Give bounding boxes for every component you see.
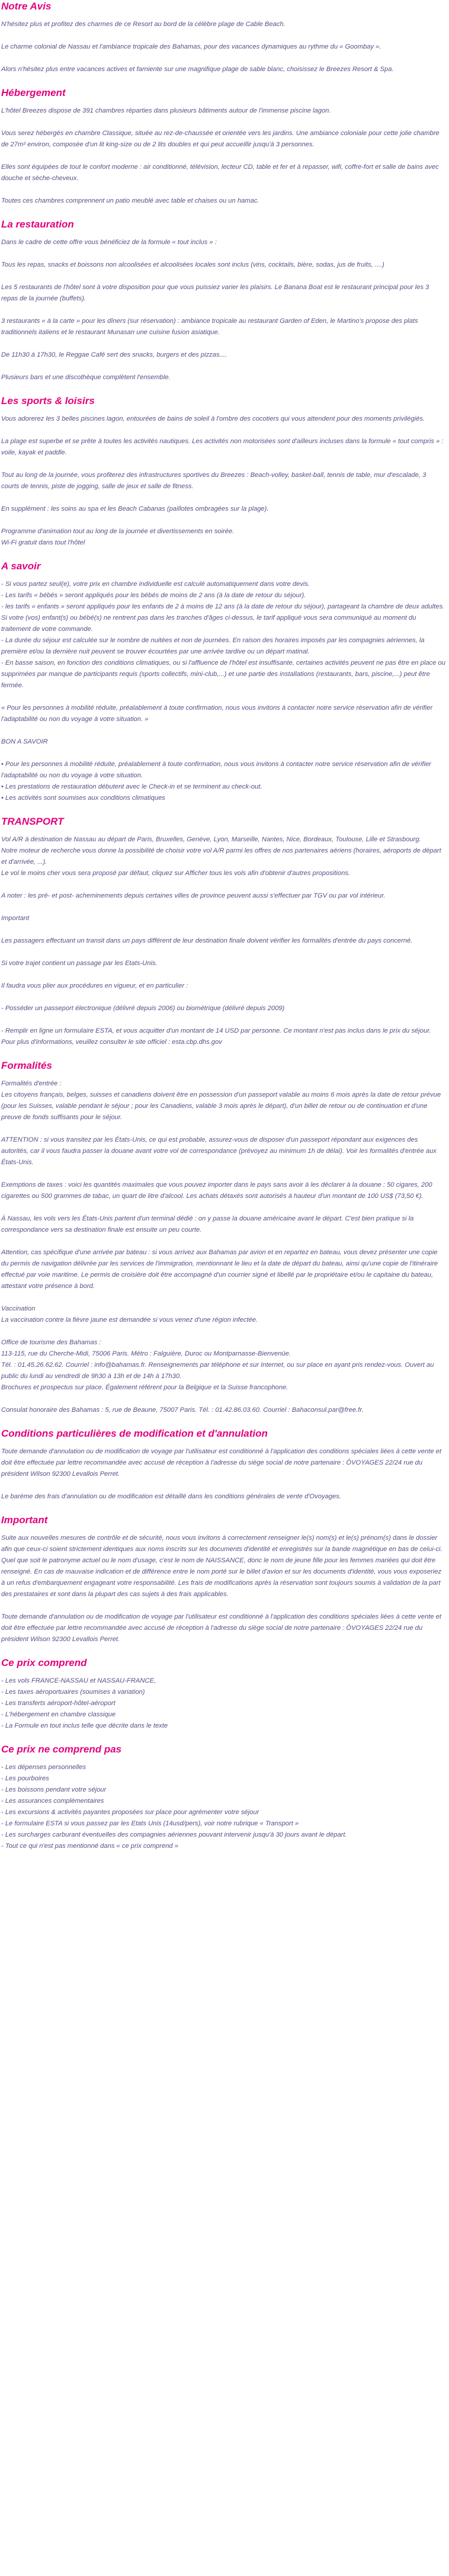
list-item: - Les assurances complémentaires [1, 1798, 104, 1805]
sports-paragraph-4: En supplément : les soins au spa et les Beach Cabanas (paillotes ombragées sur la plage). [1, 505, 269, 512]
list-item: - L'hébergement en chambre classique [1, 1711, 116, 1718]
savoir-notes-list [1, 579, 445, 691]
list-item: - Les vols FRANCE-NASSAU et NASSAU-FRANCE, [1, 1677, 156, 1684]
list-item: - La Formule en tout inclus telle que décrite dans le texte [1, 1722, 168, 1729]
section-restauration [1, 218, 445, 383]
section-title-restauration: La restauration [1, 219, 74, 230]
transport-paragraph-7: - Posséder un passeport électronique (délivré depuis 2006) ou biométrique (délivré depuis 2009) [1, 1005, 285, 1012]
section-title-sports: Les sports & loisirs [1, 395, 95, 406]
formalites-paragraph-8: Consulat honoraire des Bahamas : 5, rue de Beaune, 75007 Paris. Tél. : 01.42.86.03.60. Courriel : Bahaconsul.par@free.fr. [1, 1406, 364, 1414]
list-item: • Les activités sont soumises aux conditions climatiques [1, 794, 165, 802]
formalites-paragraph-3: Exemptions de taxes : voici les quantités maximales que vous pouvez importer dans le pays sans avoir à les déclarer à la douane : 50 cigares, 200 cigarettes ou 500 grammes de tabac, un quart de litre d'alcool. Les achats détaxés sont autorisés à hauteur d'un montant de 100 US$ (73,50 €). [1, 1181, 432, 1200]
avis-paragraph-1: N'hésitez plus et profitez des charmes de ce Resort au bord de la célèbre plage de Cable Beach. [1, 21, 286, 28]
hebergement-paragraph-4: Toutes ces chambres comprennent un patio meublé avec table et chaises ou un hamac. [1, 197, 259, 204]
list-item: - les tarifs « enfants » seront appliqués pour les enfants de 2 à moins de 12 ans (à la date de retour du séjour), partageant la chambre de deux adultes. Si votre (vos) enfant(s) ou bébé(s) ne rentrent pas dans les tranches d'âges ci-dessus, le tarif appliqué vous sera communiqué au moment du traitement de votre commande. [1, 603, 445, 633]
restauration-paragraph-5: De 11h30 à 17h30, le Reggae Café sert des snacks, burgers et des pizzas.... [1, 351, 227, 358]
section-title-prix-comprend: Ce prix comprend [1, 1657, 87, 1668]
conditions-paragraph-1: Toute demande d'annulation ou de modification de voyage par l'utilisateur est conditionné à l'application des conditions spéciales liées à cette vente et doit être effectuée par lettre recommandée avec accusé de réception à l'adresse du siège social de notre partenaire : ÔVOYAGES 22/24 rue du président Wilson 92300 Levallois Perret. [1, 1448, 441, 1478]
list-item: - En basse saison, en fonction des conditions climatiques, ou si l'affluence de l'hôtel est insuffisante, certaines activités peuvent ne pas être en place ou supprimées par manque de participants requis (sports collectifs, mini-club,...) et une partie des installations (restaurants, bars, piscine,...) peut être fermée. [1, 659, 445, 689]
list-item: - Les tarifs « bébés » seront appliqués pour les bébés de moins de 2 ans (à la date de retour du séjour). [1, 592, 306, 599]
list-item: - Les transferts aéroport-hôtel-aéroport [1, 1700, 116, 1707]
transport-flights-list [1, 834, 445, 879]
section-title-important: Important [1, 1514, 48, 1526]
list-item: - Les excursions & activités payantes proposées sur place pour agrémenter votre séjour [1, 1809, 259, 1816]
important-paragraph-1: Suite aux nouvelles mesures de contrôle et de sécurité, nous vous invitons à correctement renseigner le(s) nom(s) et le(s) prénom(s) dans le dossier afin que ceux-ci soient strictement identiques aux noms inscrits sur les documents d'identité et enregistrés sur la bande magnétique en bas de celui-ci. Quel que soit le patronyme actuel ou le nom d'usage, c'est le nom de NAISSANCE, donc le nom de jeune fille pour les femmes mariées qui doit être renseigné. En cas de mauvaise indication et de différence entre le nom porté sur le billet d'avion et sur les documents d'identité, vous vous exposeriez à un refus d'embarquement engageant votre responsabilité. Les frais de modifications après la réservation sont toujours soumis à validation de la part des prestataires et sont dans la plupart des cas sujets à des frais applicables. [1, 1534, 442, 1598]
list-item: - Tout ce qui n'est pas mentionné dans « ce prix comprend » [1, 1843, 178, 1850]
transport-paragraph-5: Si votre trajet contient un passage par les Etats-Unis. [1, 960, 158, 967]
transport-paragraph-8: - Remplir en ligne un formulaire ESTA, et vous acquitter d'un montant de 14 USD par personne. Ce montant n'est pas inclus dans le prix du séjour. Pour plus d'informations, veuillez consulter le site officiel : esta.cbp.dhs.gov [1, 1027, 431, 1046]
restauration-paragraph-3: Les 5 restaurants de l'hôtel sont à votre disposition pour que vous puissiez varier les plaisirs. Le Banana Boat est le restaurant principal pour les 3 repas de la journée (buffets). [1, 284, 429, 302]
list-item: Le vol le moins cher vous sera proposé par défaut, cliquez sur Afficher tous les vols afin d'obtenir d'autres propositions. [1, 870, 351, 877]
restauration-paragraph-4: 3 restaurants « à la carte » pour les dîners (sur réservation) : ambiance tropicale au restaurant Garden of Eden, le Martino's propose des plats traditionnels italiens et le restaurant Munasan une cuisine fusion asiatique. [1, 318, 418, 336]
savoir-bullets-list [1, 759, 445, 804]
formalites-paragraph-4: À Nassau, les vols vers les États-Unis partent d'un terminal dédié : on y passe la douane américaine avant le départ. C'est bien pratique si la correspondance vers sa destination finale est ensuite un peu courte. [1, 1215, 414, 1233]
section-conditions [1, 1427, 445, 1502]
section-sports [1, 395, 445, 549]
list-item: - Les surcharges carburant éventuelles des compagnies aériennes pouvant intervenir jusqu'à 30 jours avant le départ. [1, 1831, 347, 1838]
section-avis [1, 0, 445, 75]
formalites-paragraph-2: ATTENTION : si vous transitez par les États-Unis, ce qui est probable, assurez-vous de disposer d'un passeport répondant aux exigences des autorités, car il vous faudra passer la douane avant votre vol de correspondance (prévoyez au minimum 1h de délai). Voir les formalités d'entrée aux États-Unis. [1, 1136, 437, 1166]
hebergement-paragraph-2: Vous serez hébergés en chambre Classique, située au rez-de-chaussée et orientée vers les jardins. Une ambiance coloniale pour cette jolie chambre de 27m² environ, composée d'un lit king-size ou de 2 lits doubles et qui peut accueillir jusqu'à 3 personnes. [1, 130, 440, 148]
transport-paragraph-2: A noter : les pré- et post- acheminements depuis certaines villes de province peuvent aussi s'effectuer par TGV ou par vol intérieur. [1, 892, 386, 899]
list-item: • Pour les personnes à mobilité réduite, préalablement à toute confirmation, nous vous invitons à contacter notre service réservation afin de vérifier l'adaptabilité ou non du voyage à votre situation. [1, 761, 431, 779]
hebergement-paragraph-3: Elles sont équipées de tout le confort moderne : air conditionné, télévision, lecteur CD, table et fer et à repasser, wifi, coffre-fort et salle de bains avec douche et sèche-cheveux. [1, 164, 439, 182]
formalites-paragraph-1: Formalités d'entrée : Les citoyens français, belges, suisses et canadiens doivent être en possession d'un passeport valable au moins 6 mois après la date de retour prévue (pour les Suisses, valable pendant le séjour ; pour les Canadiens, valable 3 mois après le départ), d'un billet de retour ou de continuation et d'une preuve de fonds suffisants pour le séjour. [1, 1080, 441, 1121]
section-important [1, 1514, 445, 1645]
prix-ne-comprend-list [1, 1762, 445, 1852]
transport-important-heading: Important [1, 915, 30, 922]
list-item: - Le formulaire ESTA si vous passez par les Etats Unis (14usd/pers), voir notre rubrique « Transport » [1, 1820, 299, 1827]
list-item: - Les taxes aéroportuaires (soumises à variation) [1, 1689, 145, 1696]
formalites-paragraph-7: Office de tourisme des Bahamas : 113-115, rue du Cherche-Midi, 75006 Paris. Métro : Falguière, Duroc ou Montparnasse-Bienvenüe. Tél. : 01.45.26.62.62. Courriel : info@bahamas.fr. Renseignements par téléphone et sur Internet, ou sur place en ayant pris rendez-vous. Ouvert au public du lundi au vendredi de 9h30 à 13h et de 14h à 17h30. Brochures et prospectus sur place. Également référent pour la Belgique et la Suisse francophone. [1, 1339, 434, 1391]
list-item: • Les prestations de restauration débutent avec le Check-in et se terminent au check-out. [1, 783, 262, 790]
restauration-paragraph-1: Dans le cadre de cette offre vous bénéficiez de la formule « tout inclus » : [1, 239, 217, 246]
conditions-paragraph-2: Le barème des frais d'annulation ou de modification est détaillé dans les conditions générales de vente d'Ovoyages. [1, 1493, 341, 1500]
sports-wifi-text: Wi-Fi gratuit dans tout l'hôtel [1, 539, 85, 546]
section-title-prix-ne-comprend: Ce prix ne comprend pas [1, 1744, 122, 1755]
list-item: - Les boissons pendant votre séjour [1, 1786, 107, 1793]
section-hebergement [1, 86, 445, 207]
transport-paragraph-4: Les passagers effectuant un transit dans un pays différent de leur destination finale doivent vérifier les formalités d'entrée du pays concerné. [1, 937, 413, 944]
restauration-paragraph-2: Tous les repas, snacks et boissons non alcoolisées et alcoolisées locales sont inclus (vins, cocktails, bière, sodas, jus de fruits, ....) [1, 261, 384, 268]
savoir-bon-a-savoir-heading: BON A SAVOIR [1, 738, 48, 745]
section-title-avis: Notre Avis [1, 1, 52, 12]
section-title-savoir: A savoir [1, 560, 41, 572]
section-prix-comprend [1, 1657, 445, 1732]
sports-animation-text: Programme d'animation tout au long de la journée et divertissements en soirée. [1, 528, 235, 535]
section-title-transport: TRANSPORT [1, 816, 64, 827]
section-prix-ne-comprend [1, 1743, 445, 1852]
savoir-pmr-paragraph: « Pour les personnes à mobilité réduite, préalablement à toute confirmation, nous vous invitons à contacter notre service réservation afin de vérifier l'adaptabilité ou non du voyage à votre situation. » [1, 704, 433, 723]
section-savoir [1, 560, 445, 804]
formalites-paragraph-5: Attention, cas spécifique d'une arrivée par bateau : si vous arrivez aux Bahamas par avion et en repartez en bateau, vous devez présenter une copie du permis de navigation délivrée par les services de l'immigration, mentionnant le lieu et la date de départ du bateau, ainsi qu'une copie de l'itinéraire effectué par voie maritime. Le permis de croisière doit être accompagné d'un courrier signé et libellé par le propriétaire et/ou le capitaine du bateau, attestant votre présence à bord. [1, 1249, 438, 1290]
section-title-hebergement: Hébergement [1, 87, 66, 98]
restauration-paragraph-6: Plusieurs bars et une discothèque complètent l'ensemble. [1, 374, 171, 381]
section-title-formalites: Formalités [1, 1060, 52, 1071]
prix-comprend-list [1, 1675, 445, 1732]
list-item: Notre moteur de recherche vous donne la possibilité de choisir votre vol A/R parmi les offres de nos partenaires aériens (horaires, aéroports de départ et d'arrivée, ...). [1, 847, 441, 866]
important-paragraph-2: Toute demande d'annulation ou de modification de voyage par l'utilisateur est conditionné à l'application des conditions spéciales liées à cette vente et doit être effectuée par lettre recommandée avec accusé de réception à l'adresse du siège social de notre partenaire : ÔVOYAGES 22/24 rue du président Wilson 92300 Levallois Perret. [1, 1613, 441, 1643]
section-formalites [1, 1059, 445, 1416]
sports-paragraph-1: Vous adorerez les 3 belles piscines lagon, entourées de bains de soleil à l'ombre des cocotiers qui vous attendent pour des moments privilégiés. [1, 415, 425, 422]
list-item: - Les dépenses personnelles [1, 1764, 86, 1771]
list-item: - La durée du séjour est calculée sur le nombre de nuitées et non de journées. En raison des horaires imposés par les compagnies aériennes, la première et/ou la dernière nuit peuvent se trouver écourtées par une arrivée tardive ou un départ matinal. [1, 637, 425, 655]
list-item: Vol A/R à destination de Nassau au départ de Paris, Bruxelles, Genève, Lyon, Marseille, Nantes, Nice, Bordeaux, Toulouse, Lille et Strasbourg. [1, 836, 421, 843]
sports-paragraph-3: Tout au long de la journée, vous profiterez des infrastructures sportives du Breezes : Beach-volley, basket-ball, tennis de table, mur d'escalade, 3 courts de tennis, piste de jogging, salle de jeux et salle de fitness. [1, 472, 426, 490]
section-title-conditions: Conditions particulières de modification et d'annulation [1, 1428, 268, 1439]
sports-paragraph-2: La plage est superbe et se prête à toutes les activités nautiques. Les activités non motorisées sont d'ailleurs incluses dans la formule « tout compris » : voile, kayak et paddle. [1, 438, 444, 456]
formalites-paragraph-6: Vaccination La vaccination contre la fièvre jaune est demandée si vous venez d'une région infectée. [1, 1305, 258, 1324]
list-item: - Les pourboires [1, 1775, 49, 1782]
transport-paragraph-6: Il faudra vous plier aux procédures en vigueur, et en particulier : [1, 982, 188, 989]
hebergement-paragraph-1: L'hôtel Breezes dispose de 391 chambres réparties dans plusieurs bâtiments autour de l'immense piscine lagon. [1, 107, 331, 114]
avis-paragraph-2: Le charme colonial de Nassau et l'ambiance tropicale des Bahamas, pour des vacances dynamiques au rythme du « Goombay ». [1, 43, 381, 50]
section-transport [1, 815, 445, 1048]
sports-paragraph-5 [1, 526, 445, 549]
list-item: - Si vous partez seul(e), votre prix en chambre individuelle est calculé automatiquement dans votre devis. [1, 581, 310, 588]
avis-paragraph-3: Alors n'hésitez plus entre vacances actives et farniente sur une magnifique plage de sable blanc, choisissez le Breezes Resort & Spa. [1, 66, 394, 73]
